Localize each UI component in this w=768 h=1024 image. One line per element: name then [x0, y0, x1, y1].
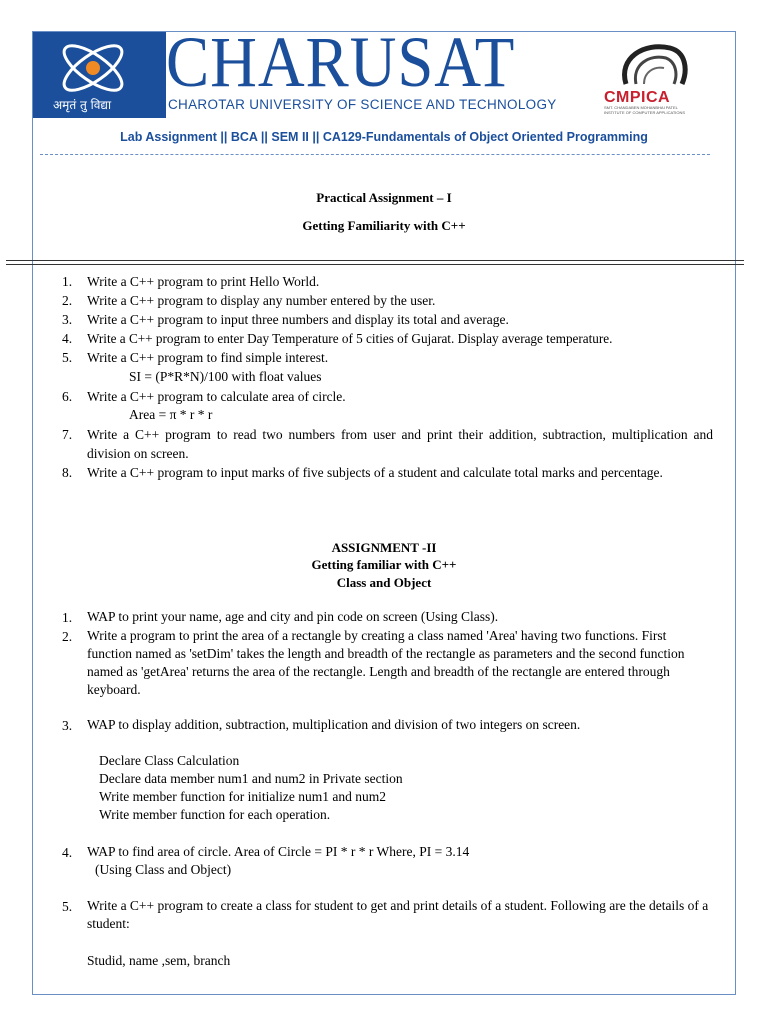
- cmpica-emblem-icon: [604, 38, 692, 93]
- a2-item-text: Write a program to print the area of a rectangle by creating a class named 'Area' having two functions. First function named as 'setDim' takes the length and breadth of the rectangle as parameters and the second function named as 'getArea' returns the area of the rectangle. Length and breadth of the rectangle are entered through keyboard.: [87, 628, 685, 697]
- assignment1-subtitle: Getting Familiarity with C++: [302, 218, 466, 233]
- a1-item-number: 4.: [62, 331, 73, 346]
- a1-item-text: Write a C++ program to input marks of five subjects of a student and calculate total marks and percentage.: [87, 465, 663, 480]
- a1-item-number: 2.: [62, 293, 73, 308]
- assignment2-subtitle-2: Class and Object: [336, 575, 432, 590]
- cmpica-institute-name: SMT. CHANDABEN MOHANBHAI PATEL INSTITUTE OF COMPUTER APPLICATIONS: [604, 105, 686, 115]
- course-line: Lab Assignment || BCA || SEM II || CA129-Fundamentals of Object Oriented Programming: [120, 130, 648, 144]
- a1-item-number: 3.: [62, 312, 73, 327]
- university-logo-name: CHARUSAT: [166, 22, 516, 102]
- a2-item-text: WAP to print your name, age and city and pin code on screen (Using Class).: [87, 609, 499, 624]
- assignment2-subtitle: Getting familiar with C++: [311, 557, 457, 572]
- motto-text: अमृतं तु विद्या: [53, 98, 112, 112]
- a1-item-text: Write a C++ program to print Hello World.: [87, 274, 320, 289]
- a1-item-text: Write a C++ program to enter Day Temperature of 5 cities of Gujarat. Display average temperature.: [87, 331, 613, 346]
- university-full-name: CHAROTAR UNIVERSITY OF SCIENCE AND TECHNOLOGY: [168, 97, 557, 112]
- formula-simple-interest: SI = (P*R*N)/100 with float values: [129, 369, 322, 384]
- a2-item-text: Write a C++ program to create a class for student to get and print details of a student. Following are the details of a student:: [87, 898, 709, 931]
- a2-item-number: 3.: [62, 718, 73, 733]
- a2-item3-detail: Declare Class Calculation: [99, 753, 240, 768]
- a2-item4-note: (Using Class and Object): [95, 862, 232, 877]
- a2-item-number: 1.: [62, 610, 73, 625]
- a2-item-text: WAP to display addition, subtraction, multiplication and division of two integers on screen.: [87, 717, 581, 732]
- a2-item3-detail: Declare data member num1 and num2 in Private section: [99, 771, 403, 786]
- a2-item3-detail: Write member function for initialize num1 and num2: [99, 789, 387, 804]
- a2-item-number: 4.: [62, 845, 73, 860]
- a2-item-text: WAP to find area of circle. Area of Circle = PI * r * r Where, PI = 3.14: [87, 844, 470, 859]
- a1-item-number: 8.: [62, 465, 73, 480]
- a1-item-number: 1.: [62, 274, 73, 289]
- a2-item5-fields: Studid, name ,sem, branch: [87, 953, 231, 968]
- a2-item-number: 2.: [62, 629, 73, 644]
- assignment2-title: ASSIGNMENT -II: [331, 540, 437, 555]
- a1-item-text: Write a C++ program to display any number entered by the user.: [87, 293, 436, 308]
- a1-item-text: Write a C++ program to calculate area of circle.: [87, 389, 346, 404]
- dashed-divider: [40, 154, 710, 155]
- a1-item-number: 6.: [62, 389, 73, 404]
- cmpica-logo-text: CMPICA: [604, 89, 671, 106]
- formula-circle-area: Area = π * r * r: [129, 407, 213, 422]
- a1-item-text: Write a C++ program to find simple interest.: [87, 350, 329, 365]
- assignment1-title: Practical Assignment – I: [316, 190, 452, 205]
- a1-item-number: 7.: [62, 427, 73, 442]
- double-rule-divider: [6, 260, 744, 265]
- a2-item3-detail: Write member function for each operation.: [99, 807, 331, 822]
- a1-item-number: 5.: [62, 350, 73, 365]
- a1-item-text: Write a C++ program to input three numbers and display its total and average.: [87, 312, 509, 327]
- a1-item-text: Write a C++ program to read two numbers from user and print their addition, subtraction, multiplication and division on screen.: [87, 427, 713, 461]
- a2-item-number: 5.: [62, 899, 73, 914]
